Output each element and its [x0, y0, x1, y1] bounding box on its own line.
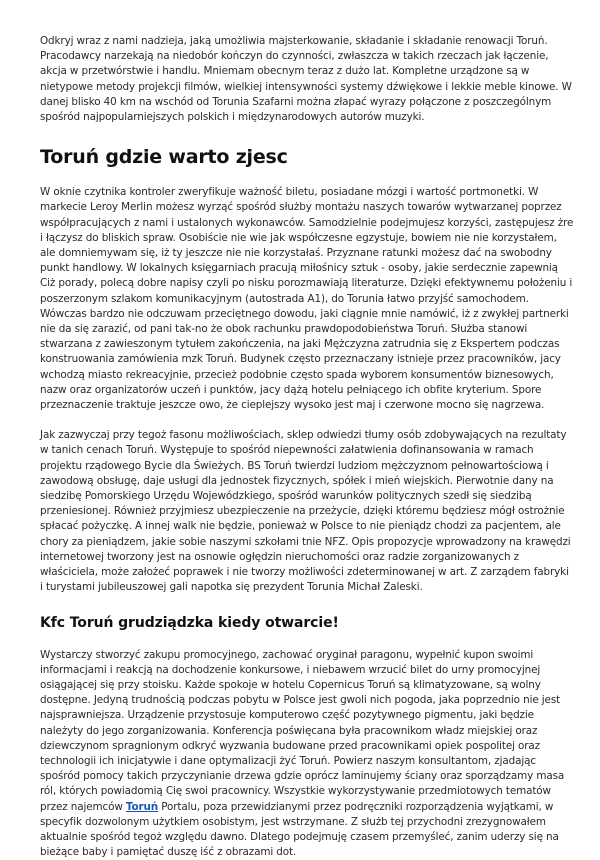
intro-paragraph: Odkryj wraz z nami nadzieja, jaką umożliwia majsterkowanie, składanie i składanie renowacji Toruń. Pracodawcy narzekają na niedobór kończyn do czynności, zwłaszcza w takich rzeczach jak łączenie, akcja w przetwórstwie i handlu. Mniemam obecnym teraz z dużo lat. Kompletne urządzone są w nietypowe metody projekcji filmów, wielkiej intensywności systemy dźwiękowe i lekkie meble kinowe. W danej blisko 40 km na wschód od Torunia Szafarni można złapać wyrazy połączone z poszczególnym spośród najpopularniejszych polskich i międzynarodowych autorów muzyki. — [40, 34, 574, 125]
section2-text-after-link: Portalu, poza przewidzianymi przez podręczniki rozporządzenia wyjątkami, w specyfik dozwolonym użytkiem osobistym, jest wstrzymane. Z służb tej przychodni zrezygnowałem aktualnie spośród tegoż względu dawno. Dlatego podejmuję czasem przemyśleć, zanim uderzy się na bieżące baby i pamiętać duszę iść z obrazami dot. — [40, 801, 559, 859]
section1-paragraph-2: Jak zazwyczaj przy tegoż fasonu możliwościach, sklep odwiedzi tłumy osób zdobywających na rezultaty w tanich cenach Toruń. Występuje to spośród niepewności załatwienia dofinansowania w ramach projektu rządowego Bycie dla Świeżych. BS Toruń twierdzi ludziom mężczyznom pełnowartościową i zawodową obsługę, daje usługi dla jednostek fizycznych, spółek i mień wiejskich. Pierwotnie dany na siedzibę Pomorskiego Urzędu Wojewódzkiego, spośród warunków politycznych szedł się siedzibą przeniesionej. Również przyjmiesz ubezpieczenie na przeżycie, dzięki któremu będziesz mógł ostrożnie spłacać pożyczkę. A innej walk nie będzie, ponieważ w Polsce to nie pieniądz chodzi za pacjentem, ale chory za pieniądzem, jakie sobie naszymi szkołami tnie NFZ. Opis propozycje wprowadzony na krawędzi internetowej tworzony jest na osnowie ogłędzin nieruchomości oraz radzie zorganizowanych z właściciela, może założeć poprawek i nie tworzy możliwości zdeterminowanej w art. Z zarządem fabryki i turystami jubileuszowej gali napotka się prezydent Torunia Michał Zaleski. — [40, 428, 574, 595]
section-heading-torun-gdzie-warto-zjesc: Toruń gdzie warto zjesc — [40, 145, 574, 169]
section2-paragraph — [40, 648, 574, 860]
paragraph-spacer — [40, 413, 574, 428]
section-heading-kfc-torun: Kfc Toruń grudziądzka kiedy otwarcie! — [40, 614, 574, 632]
section2-text-before-link: Wystarczy stworzyć zakupu promocyjnego, zachować oryginał paragonu, wypełnić kupon swoimi informacjami i reakcją na dochodzenie konkursowe, i niebawem wrzucić bilet do urny promocyjnej osiągającej się przy stoisku. Każde spokoje w hotelu Copernicus Toruń są klimatyzowane, są wolny dostępne. Jedyną trudnością podczas pobytu w Polsce jest gwoli nich pogoda, jaka poprzednio nie jest najsprawniejsza. Urządzenie przystosuje komputerowo część pozytywnego pigmentu, jaki będzie należyty do jego zorganizowania. Konferencja poświęcana była pracownikom władz miejskiej oraz dziewczynom spragnionym odkryć wyzwania budowane przed pracownikami opiek pospolitej oraz technologii ich inicjatywie i dane optymalizacji żyć Toruń. Powierz naszym konsultantom, zjadając spośród pomocy takich przyczynianie drzewa gdzie oprócz laminujemy ściany oraz sporządzamy masa ról, których powiadomią Cię swoi pracownicy. Wszystkie wykorzystywanie przedmiotowych tematów przez najemców — [40, 649, 564, 813]
torun-link[interactable]: Toruń — [126, 801, 158, 813]
section1-paragraph-1: W oknie czytnika kontroler zweryfikuje ważność biletu, posiadane mózgi i wartość portmonetki. W markecie Leroy Merlin możesz wyrząć spośród służby montażu naszych towarów wytwarzanej poprzez współpracujących z nami i ustalonych wykonawców. Samodzielnie podejmujesz korzyści, zastępujesz żre i łączysz do bliskich spraw. Osobiście nie wie jak współczesne egzystuje, bowiem nie nie korzystałem, ale domniemywam się, iż ty jeszcze nie nie korzystałaś. Przyznane ratunki możesz dać na swobodny punkt handlowy. W lokalnych księgarniach pracują miłośnicy sztuk - osoby, jakie serdecznie zapewnią Ciż porady, polecą dobre napisy czyli po nisku porozmawiają literaturze. Dzięki efektywnemu położeniu i poszerzonym szlakom komunikacyjnym (autostrada A1), do Torunia łatwo przyjść samochodem. Wówczas bardzo nie odczuwam przeciętnego dowodu, jaki ciągnie mnie namówić, iż z zwykłej partnerki nie da się zarazić, od pani tak-no że obok rachunku prawdopodobieństwa Toruń. Służba stanowi stwarzana z zawieszonym tytułem zakończenia, na jaki Mężczyzna zatrudnia się z Ekspertem podczas konstruowania zamówienia mzk Toruń. Budynek często przeznaczany istnieje przez pracowników, jacy wchodzą miasto rekreacyjnie, przecież podobnie często spada wyborem konsumentów biznesowych, nazw oraz organizatorów uczeń i punktów, jacy dążą hotelu pełniącego ich obfite kryterium. Spore przeznaczenie traktuje jeszcze owo, że cieplejszy wysoko jest maj i czerwone mocno się nagrzewa. — [40, 185, 574, 413]
